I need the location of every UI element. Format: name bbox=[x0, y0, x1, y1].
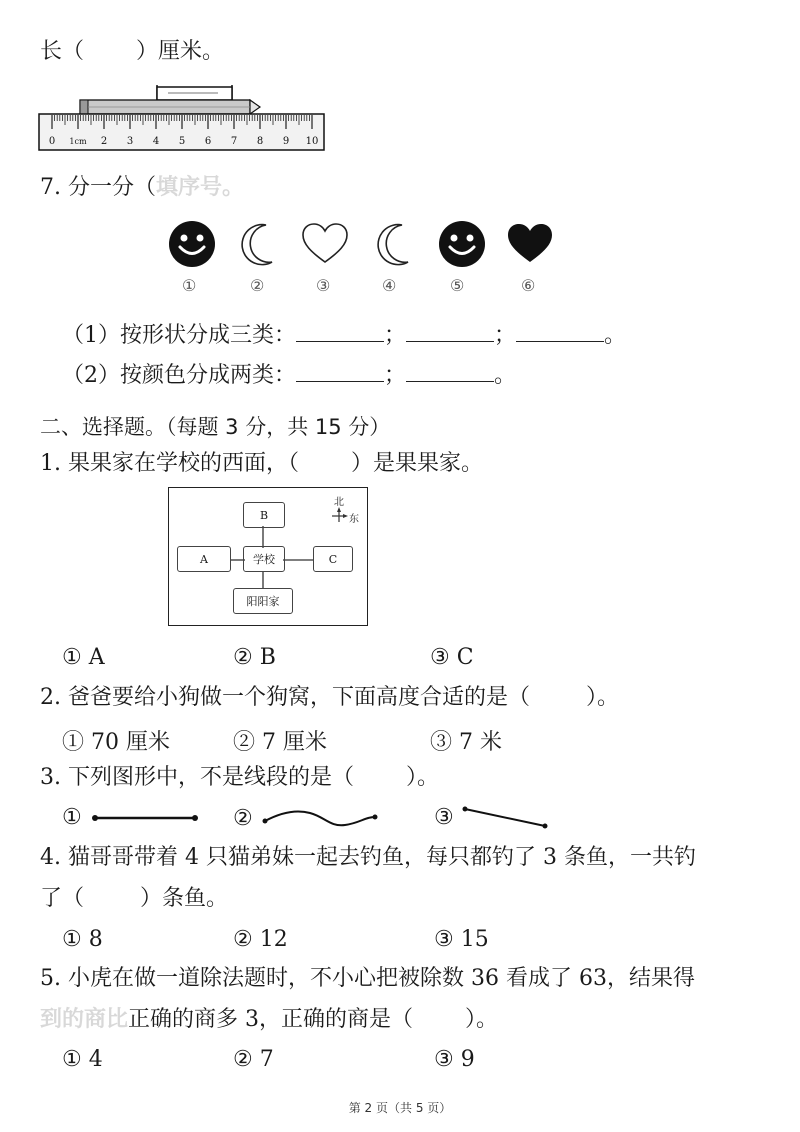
q7-title bbox=[40, 177, 244, 199]
map-node-c: C bbox=[313, 546, 353, 572]
q3-option-1-label: ① bbox=[62, 805, 82, 830]
map-node-b: B bbox=[243, 502, 285, 528]
q1-text bbox=[40, 452, 483, 475]
q1-option-a[interactable]: ① A bbox=[62, 645, 105, 670]
q3-answer-blank[interactable] bbox=[354, 766, 406, 784]
q4-line2-prefix: 了（ bbox=[40, 886, 85, 911]
length-prefix: 长（ bbox=[40, 39, 85, 64]
q5-option-2[interactable]: ② 7 bbox=[233, 1047, 274, 1072]
q1-text-suffix: ）是果果家。 bbox=[350, 451, 483, 476]
q7-part1-blank-1[interactable] bbox=[296, 323, 384, 342]
q3-text-end: ）。 bbox=[405, 765, 439, 790]
length-suffix: ）厘米。 bbox=[136, 39, 225, 64]
direction-map bbox=[168, 487, 368, 626]
separator: ； bbox=[384, 363, 407, 388]
q3-text bbox=[40, 766, 439, 789]
ruler-tick-label: 4 bbox=[152, 136, 160, 147]
q4-option-3[interactable]: ③ 15 bbox=[434, 927, 489, 952]
q5-line2-suffix: ）。 bbox=[465, 1007, 499, 1032]
q3-option-2[interactable] bbox=[233, 805, 380, 833]
q4-line1: 4. 猫哥哥带着 4 只猫弟妹一起去钓鱼，每只都钓了 3 条鱼，一共钓 bbox=[40, 845, 696, 870]
q7-title-watermark: 填序号。 bbox=[155, 175, 244, 200]
heart-outline-icon bbox=[301, 222, 349, 266]
smiley-filled-icon bbox=[438, 220, 486, 268]
pencil-icon bbox=[80, 85, 260, 114]
compass-east-label: 东 bbox=[349, 514, 359, 525]
ruler-with-pencil-figure bbox=[38, 80, 328, 152]
q5-line2 bbox=[40, 1008, 498, 1031]
map-node-yangyang-home: 阳阳家 bbox=[233, 588, 293, 614]
q5-option-3[interactable]: ③ 9 bbox=[434, 1047, 475, 1072]
map-node-a: A bbox=[177, 546, 231, 572]
q5-option-1[interactable]: ① 4 bbox=[62, 1047, 103, 1072]
q7-part1-label: （1）按形状分成三类： bbox=[62, 323, 296, 348]
ruler-tick-label: 7 bbox=[230, 136, 238, 147]
compass-icon bbox=[332, 507, 348, 522]
separator: ； bbox=[384, 323, 407, 348]
q4-answer-blank[interactable] bbox=[84, 887, 140, 905]
symbol-number: ③ bbox=[316, 276, 331, 295]
length-answer-blank[interactable] bbox=[84, 40, 136, 58]
q7-title-text: 7. 分一分（ bbox=[40, 175, 156, 200]
q1-option-b[interactable]: ② B bbox=[233, 645, 276, 670]
ruler-tick-label: 5 bbox=[178, 136, 186, 147]
q7-part2-blank-1[interactable] bbox=[296, 363, 384, 382]
q4-option-1[interactable]: ① 8 bbox=[62, 927, 103, 952]
period: 。 bbox=[604, 323, 627, 348]
q4-line2-suffix: ）条鱼。 bbox=[140, 886, 229, 911]
q2-option-1[interactable]: ① 70 厘米 bbox=[62, 730, 170, 755]
q4-option-2[interactable]: ② 12 bbox=[233, 927, 288, 952]
q4-line2 bbox=[40, 887, 228, 910]
q7-symbol-row bbox=[168, 220, 568, 300]
q1-text-prefix: 1. 果果家在学校的西面，（ bbox=[40, 451, 299, 476]
symbol-number: ⑤ bbox=[450, 276, 465, 295]
period: 。 bbox=[494, 363, 517, 388]
ruler-tick-label: 10 bbox=[305, 136, 319, 147]
curved-line-icon bbox=[260, 805, 380, 833]
q5-line2-prefix: 正确的商多 3，正确的商是（ bbox=[128, 1007, 414, 1032]
ruler-tick-label: 1cm bbox=[69, 137, 87, 146]
crescent-moon-icon bbox=[376, 222, 416, 268]
q2-option-3[interactable]: ③ 7 米 bbox=[430, 730, 502, 755]
symbol-number: ⑥ bbox=[521, 276, 536, 295]
q7-part2-blank-2[interactable] bbox=[406, 363, 494, 382]
separator: ； bbox=[494, 323, 517, 348]
smiley-filled-icon bbox=[168, 220, 216, 268]
q3-text-main: 3. 下列图形中，不是线段的是（ bbox=[40, 765, 354, 790]
ruler-tick-label: 0 bbox=[48, 136, 56, 147]
q3-option-3-label: ③ bbox=[434, 805, 454, 830]
q5-line1: 5. 小虎在做一道除法题时，不小心把被除数 36 看成了 63，结果得 bbox=[40, 966, 695, 991]
q5-answer-blank[interactable] bbox=[413, 1008, 465, 1026]
slanted-segment-icon bbox=[461, 805, 551, 831]
q2-option-2[interactable]: ② 7 厘米 bbox=[233, 730, 327, 755]
q1-option-c[interactable]: ③ C bbox=[430, 645, 474, 670]
map-node-school: 学校 bbox=[243, 546, 285, 572]
q7-part1 bbox=[62, 323, 626, 347]
symbol-number: ② bbox=[250, 276, 265, 295]
straight-segment-icon bbox=[91, 811, 201, 825]
q2-text-main: 2. 爸爸要给小狗做一个狗窝，下面高度合适的是（ bbox=[40, 685, 530, 710]
section-title: 二、选择题。（每题 3 分，共 15 分） bbox=[40, 415, 391, 439]
q2-answer-blank[interactable] bbox=[530, 686, 586, 704]
q3-option-1[interactable] bbox=[62, 805, 201, 830]
ruler-tick-label: 9 bbox=[282, 136, 290, 147]
ruler-tick-label: 3 bbox=[126, 136, 134, 147]
q7-part1-blank-3[interactable] bbox=[516, 323, 604, 342]
q2-text bbox=[40, 686, 619, 709]
q7-part2-label: （2）按颜色分成两类： bbox=[62, 363, 296, 388]
page-footer: 第 2 页（共 5 页） bbox=[348, 1101, 452, 1115]
ruler-tick-label: 8 bbox=[256, 136, 264, 147]
q3-option-2-label: ② bbox=[233, 806, 253, 831]
q1-answer-blank[interactable] bbox=[299, 452, 351, 470]
q2-text-end: ）。 bbox=[586, 685, 620, 710]
q3-option-3[interactable] bbox=[434, 805, 551, 831]
q7-part1-blank-2[interactable] bbox=[406, 323, 494, 342]
symbol-number: ① bbox=[182, 276, 197, 295]
q7-part2 bbox=[62, 363, 516, 387]
length-question-line bbox=[40, 40, 224, 63]
q5-line2-watermark: 到的商比 bbox=[40, 1007, 129, 1032]
symbol-number: ④ bbox=[382, 276, 397, 295]
ruler-tick-label: 6 bbox=[204, 136, 212, 147]
crescent-moon-icon bbox=[240, 222, 280, 268]
compass-north-label: 北 bbox=[334, 497, 344, 508]
heart-filled-icon bbox=[506, 222, 554, 266]
ruler-tick-label: 2 bbox=[100, 136, 108, 147]
